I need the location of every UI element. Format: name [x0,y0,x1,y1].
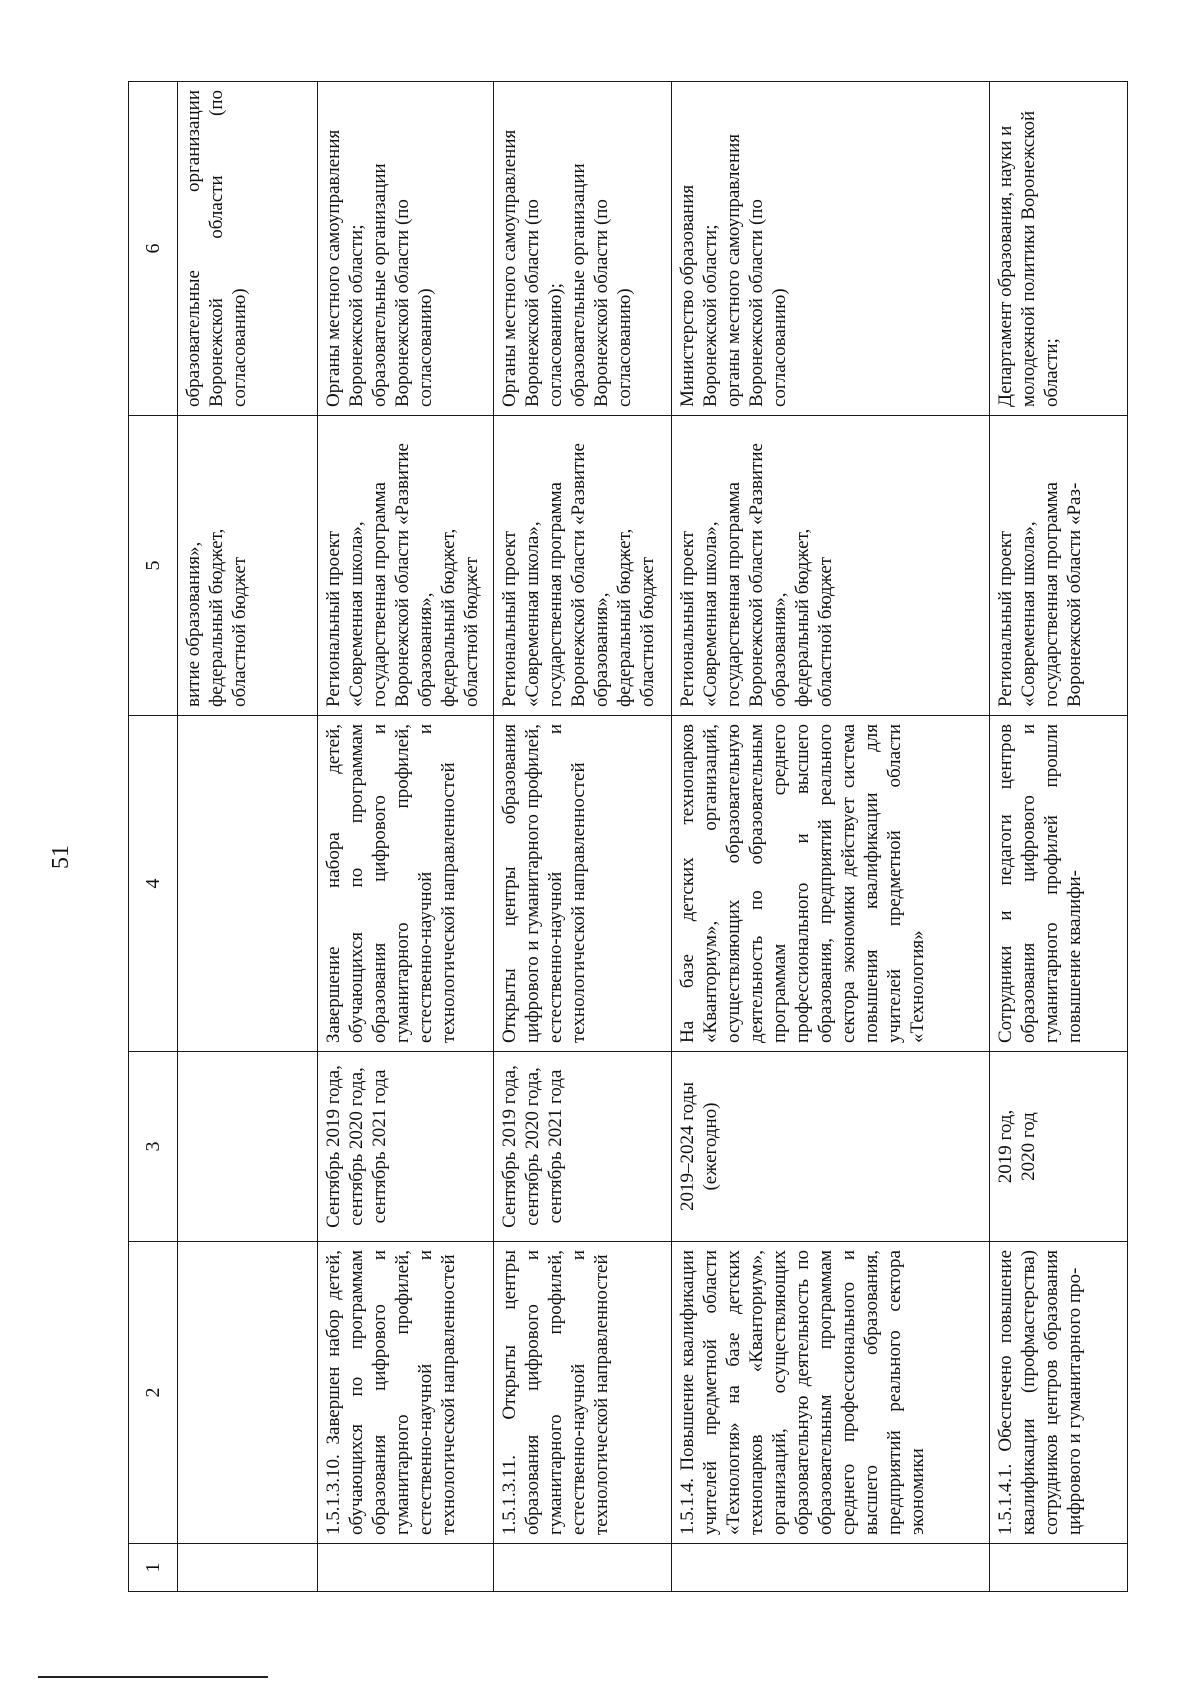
col-header-6: 6 [129,82,178,416]
table-row [990,82,1128,1592]
result-cell: На базе детских технопарков «Кванториум», организаций, осуществляющих образовательную деятельность по образовательным программам среднего профессионального и высшего образования, предприятий реального сектора экономики действует система повышения квалификации для учителей предметной области «Технология» [672,716,990,1052]
executor-cell: образовательные организации Воронежской области (по согласованию) [178,82,318,416]
funding-cell: Региональный проект «Современная школа», государственная программа Воронежской области «Развитие образования», федеральный бюджет, областной бюджет [494,416,672,716]
table-row [318,82,494,1592]
deadline-cell: Сентябрь 2019 года, сентябрь 2020 года, сентябрь 2021 года [318,1052,494,1242]
rotated-table-container [128,82,1128,1592]
result-cell: Завершение набора детей, обучающихся по программам образования цифрового и гуманитарного профилей, естественно-научной и технологической направленностей [318,716,494,1052]
table-row [494,82,672,1592]
event-cell: 1.5.1.4.1. Обеспечено повышение квалификации (профмастерства) сотрудников центров образования цифрового и гуманитарного про- [990,1242,1128,1544]
col-header-5: 5 [129,416,178,716]
event-cell: 1.5.1.3.11. Открыты центры образования цифрового и гуманитарного профилей, естественно-научной и технологической направленностей [494,1242,672,1544]
funding-cell: Региональный проект «Современная школа», государственная программа Воронежской области «Развитие образования», федеральный бюджет, областной бюджет [672,416,990,716]
row-number-cell [318,1544,494,1592]
result-cell: Открыты центры образования цифрового и гуманитарного профилей, естественно-научной и технологической направленностей [494,716,672,1052]
col-header-4: 4 [129,716,178,1052]
executor-cell: Органы местного самоуправления Воронежской области; образовательные организации Воронежской области (по согласованию) [318,82,494,416]
table-row [672,82,990,1592]
deadline-cell [178,1052,318,1242]
event-cell: 1.5.1.4. Повышение квалификации учителей предметной области «Технология» на базе детских технопарков «Кванториум», организаций, осуществляющих образовательную деятельность по образовательным программам среднего профессионального и высшего образования, предприятий реального сектора экономики [672,1242,990,1544]
deadline-cell: Сентябрь 2019 года, сентябрь 2020 года, сентябрь 2021 года [494,1052,672,1242]
event-cell [178,1242,318,1544]
plan-table [128,81,1128,1592]
event-cell: 1.5.1.3.10. Завершен набор детей, обучающихся по программам образования цифрового и гуманитарного профилей, естественно-научной и технологической направленностей [318,1242,494,1544]
executor-cell: Департамент образования, науки и молодежной политики Воронежской области; [990,82,1128,416]
row-number-cell [494,1544,672,1592]
executor-cell: Органы местного самоуправления Воронежской области (по согласованию); образовательные организации Воронежской области (по согласованию) [494,82,672,416]
col-header-2: 2 [129,1242,178,1544]
result-cell: Сотрудники и педагоги центров образования цифрового и гуманитарного профилей прошли повышение квалифи- [990,716,1128,1052]
footer-rule [38,1676,268,1678]
page-number: 51 [48,845,74,869]
deadline-cell: 2019–2024 годы (ежегодно) [672,1052,990,1242]
header-row [129,82,178,1592]
result-cell [178,716,318,1052]
row-number-cell [178,1544,318,1592]
funding-cell: Региональный проект «Современная школа», государственная программа Воронежской области «Раз- [990,416,1128,716]
row-number-cell [672,1544,990,1592]
row-number-cell [990,1544,1128,1592]
table-row [178,82,318,1592]
funding-cell: витие образования», федеральный бюджет, областной бюджет [178,416,318,716]
funding-cell: Региональный проект «Современная школа», государственная программа Воронежской области «Развитие образования», федеральный бюджет, областной бюджет [318,416,494,716]
col-header-3: 3 [129,1052,178,1242]
col-header-1: 1 [129,1544,178,1592]
executor-cell: Министерство образования Воронежской области; органы местного самоуправления Воронежской области (по согласованию) [672,82,990,416]
deadline-cell: 2019 год, 2020 год [990,1052,1128,1242]
